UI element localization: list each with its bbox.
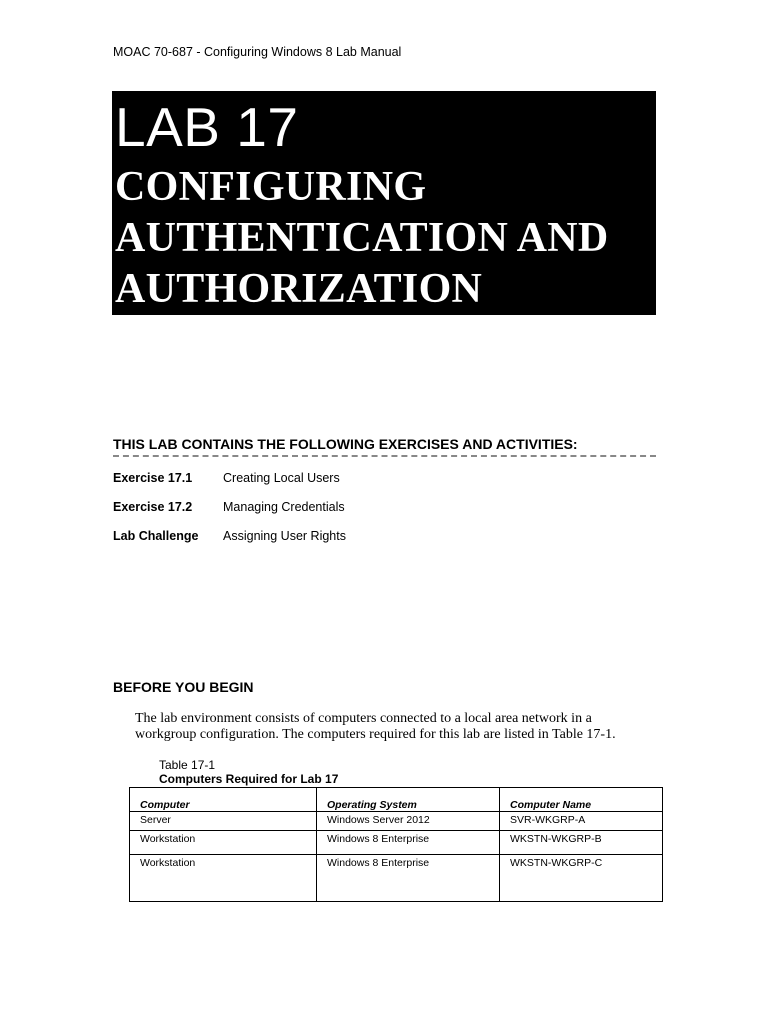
table-cell: Windows Server 2012 xyxy=(317,812,500,831)
table-row xyxy=(130,855,663,902)
table-cell: Windows 8 Enterprise xyxy=(317,831,500,855)
table-row xyxy=(130,831,663,855)
exercise-id: Exercise 17.2 xyxy=(113,500,193,514)
running-header: MOAC 70-687 - Configuring Windows 8 Lab Manual xyxy=(113,45,402,59)
before-you-begin-heading: BEFORE YOU BEGIN xyxy=(113,679,254,695)
table-caption xyxy=(159,758,338,786)
table-title: Computers Required for Lab 17 xyxy=(159,772,339,786)
table-cell: Server xyxy=(130,812,317,831)
paragraph-line: workgroup configuration. The computers required for this lab are listed in Table 17-1. xyxy=(135,727,616,742)
exercise-id: Exercise 17.1 xyxy=(113,471,193,485)
table-cell: SVR-WKGRP-A xyxy=(500,812,663,831)
exercise-name: Assigning User Rights xyxy=(223,529,346,543)
table-cell: WKSTN-WKGRP-C xyxy=(500,855,663,902)
lab-title-block xyxy=(112,91,656,315)
lab-number: LAB 17 xyxy=(115,96,299,158)
table-row xyxy=(130,812,663,831)
table-header-cell: Computer xyxy=(130,788,317,812)
table-header-row xyxy=(130,788,663,812)
exercise-name: Creating Local Users xyxy=(223,471,340,485)
lab-title-line: CONFIGURING xyxy=(115,164,427,210)
table-cell: Workstation xyxy=(130,831,317,855)
table-header-cell: Operating System xyxy=(317,788,500,812)
intro-paragraph xyxy=(135,711,635,743)
computers-table xyxy=(129,787,663,902)
exercises-heading: THIS LAB CONTAINS THE FOLLOWING EXERCISES AND ACTIVITIES: xyxy=(113,436,656,457)
exercise-id: Lab Challenge xyxy=(113,529,199,543)
table-cell: Windows 8 Enterprise xyxy=(317,855,500,902)
paragraph-line: The lab environment consists of computers connected to a local area network in a xyxy=(135,711,592,726)
table-cell: Workstation xyxy=(130,855,317,902)
lab-title xyxy=(115,162,655,315)
exercise-name: Managing Credentials xyxy=(223,500,345,514)
table-header-cell: Computer Name xyxy=(500,788,663,812)
lab-title-line: AUTHENTICATION AND xyxy=(115,215,609,261)
lab-title-line: AUTHORIZATION xyxy=(115,266,483,312)
table-number: Table 17-1 xyxy=(159,758,216,772)
table-cell: WKSTN-WKGRP-B xyxy=(500,831,663,855)
